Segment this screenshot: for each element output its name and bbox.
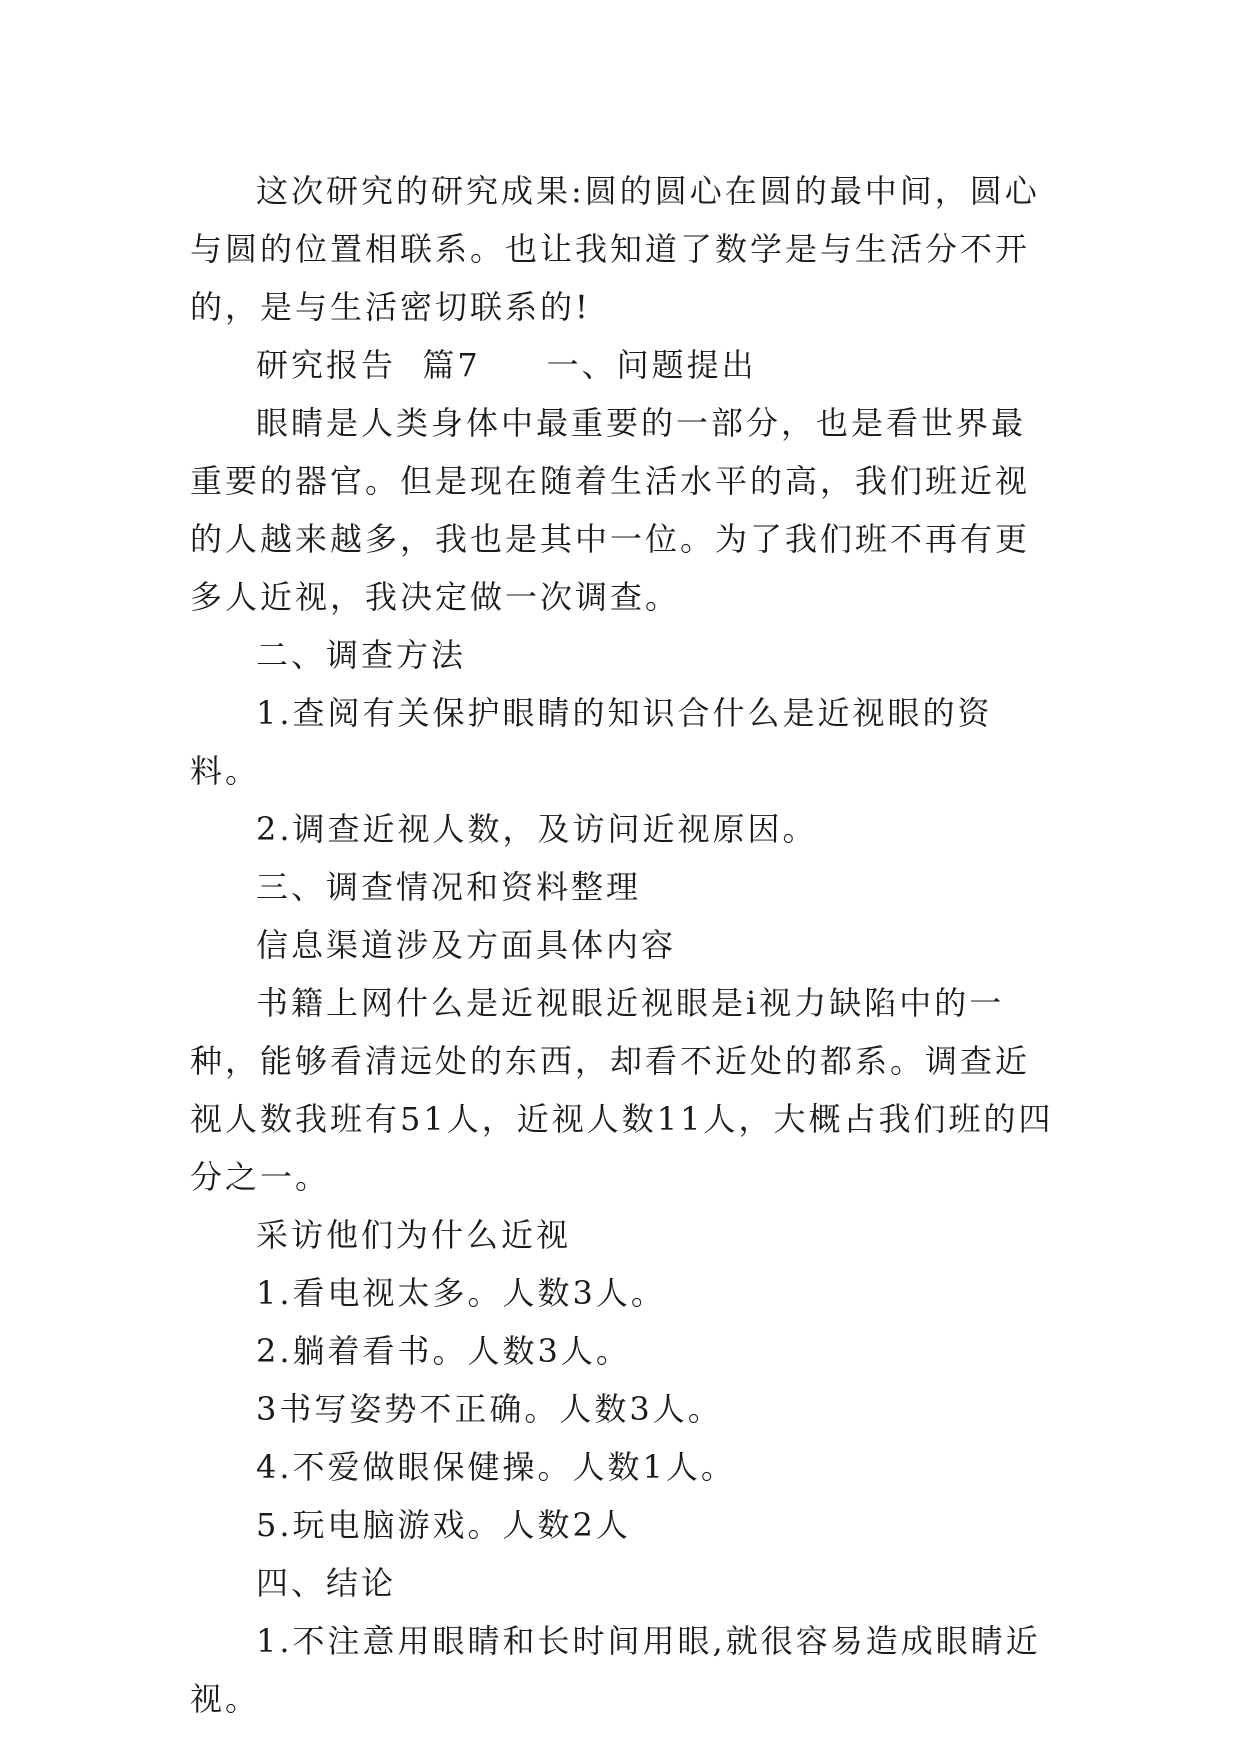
paragraph-books-internet: 书籍上网什么是近视眼近视眼是i视力缺陷中的一种，能够看清远处的东西，却看不近处的都系。调查近视人数我班有51人，近视人数11人，大概占我们班的四分之一。	[190, 984, 1054, 1196]
list-item-method-1: 1.查阅有关保护眼睛的知识合什么是近视眼的资料。	[190, 694, 993, 790]
paragraph-eyes-intro: 眼睛是人类身体中最重要的一部分，也是看世界最重要的器官。但是现在随着生活水平的高，我们班近视的人越来越多，我也是其中一位。为了我们班不再有更多人近视，我决定做一次调查。	[190, 404, 1031, 616]
list-item-reason-3: 3书写姿势不正确。人数3人。	[256, 1390, 723, 1428]
paragraph-report-heading: 研究报告 篇7 一、问题提出	[256, 346, 757, 384]
list-item-reason-5: 5.玩电脑游戏。人数2人	[256, 1506, 631, 1544]
paragraph-interview: 采访他们为什么近视	[256, 1216, 572, 1254]
list-item-conclusion-1: 1.不注意用眼睛和长时间用眼,就很容易造成眼睛近视。	[190, 1622, 1041, 1718]
list-item-reason-4: 4.不爱做眼保健操。人数1人。	[256, 1448, 736, 1486]
heading-conclusion: 四、结论	[256, 1564, 397, 1602]
paragraph-info-channels: 信息渠道涉及方面具体内容	[256, 926, 677, 964]
list-item-method-2: 2.调查近视人数，及访问近视原因。	[256, 810, 818, 848]
list-item-reason-2: 2.躺着看书。人数3人。	[256, 1332, 631, 1370]
list-item-reason-1: 1.看电视太多。人数3人。	[256, 1274, 666, 1312]
heading-survey-method: 二、调查方法	[256, 636, 467, 674]
paragraph-research-result: 这次研究的研究成果:圆的圆心在圆的最中间，圆心与圆的位置相联系。也让我知道了数学是与生活分不开的，是与生活密切联系的!	[190, 172, 1040, 326]
document-body	[190, 162, 1060, 1728]
heading-survey-situation: 三、调查情况和资料整理	[256, 868, 642, 906]
